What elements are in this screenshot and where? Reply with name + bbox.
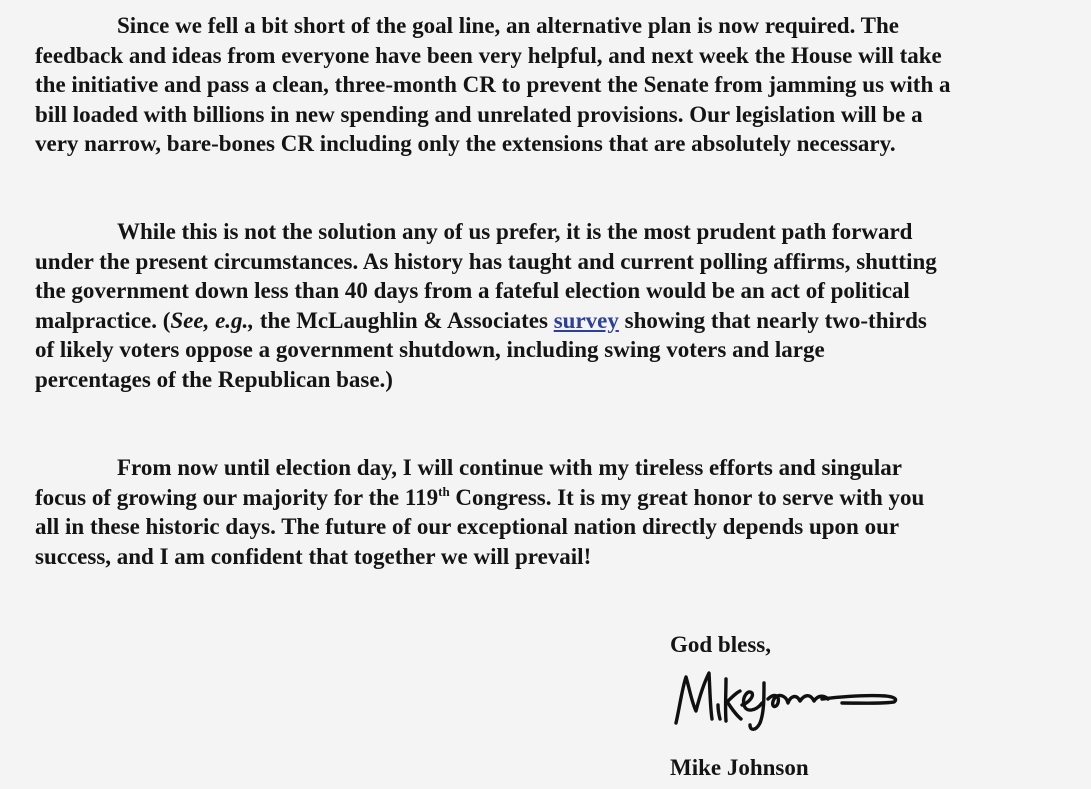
text-line: From now until election day, I will continue with my tireless efforts and singular — [117, 455, 902, 480]
paragraph-shutdown — [35, 217, 937, 394]
closing-salutation: God bless, — [670, 632, 771, 657]
text-line: percentages of the Republican base.) — [35, 366, 393, 392]
text-fragment: showing that nearly two-thirds — [618, 307, 927, 333]
italic-citation: See, e.g., — [170, 307, 255, 333]
text-fragment: malpractice. ( — [35, 307, 171, 333]
ordinal-suffix: th — [438, 483, 450, 499]
text-line: of likely voters oppose a government shutdown, including swing voters and large — [35, 337, 825, 362]
text-fragment: focus of growing our majority for the 119 — [35, 484, 439, 510]
text-line: Since we fell a bit short of the goal line, an alternative plan is now required. The — [117, 13, 900, 38]
text-line: under the present circumstances. As history has taught and current polling affirms, shutting — [35, 248, 937, 274]
paragraph-shortfall — [35, 11, 951, 159]
text-line: the initiative and pass a clean, three-month CR to prevent the Senate from jamming us with a — [35, 72, 951, 97]
text-line: feedback and ideas from everyone have been very helpful, and next week the House will take — [35, 42, 942, 68]
signer-name: Mike Johnson — [670, 755, 809, 780]
text-line: all in these historic days. The future of our exceptional nation directly depends upon our — [35, 514, 900, 539]
text-fragment: the McLaughlin & Associates — [254, 307, 554, 333]
text-line: the government down less than 40 days from a fateful election would be an act of political — [35, 278, 910, 303]
text-line: very narrow, bare-bones CR including only the extensions that are absolutely necessary. — [35, 131, 896, 156]
survey-link[interactable]: survey — [553, 307, 619, 333]
text-line — [35, 483, 924, 513]
text-line — [35, 306, 937, 336]
paragraph-election — [35, 453, 924, 571]
text-line: While this is not the solution any of us prefer, it is the most prudent path forward — [117, 219, 913, 244]
text-line: bill loaded with billions in new spending and unrelated provisions. Our legislation will be a — [35, 101, 923, 127]
handwritten-signature — [672, 665, 912, 735]
text-line: success, and I am confident that together we will prevail! — [35, 543, 592, 569]
text-fragment: Congress. It is my great honor to serve with you — [449, 484, 925, 510]
